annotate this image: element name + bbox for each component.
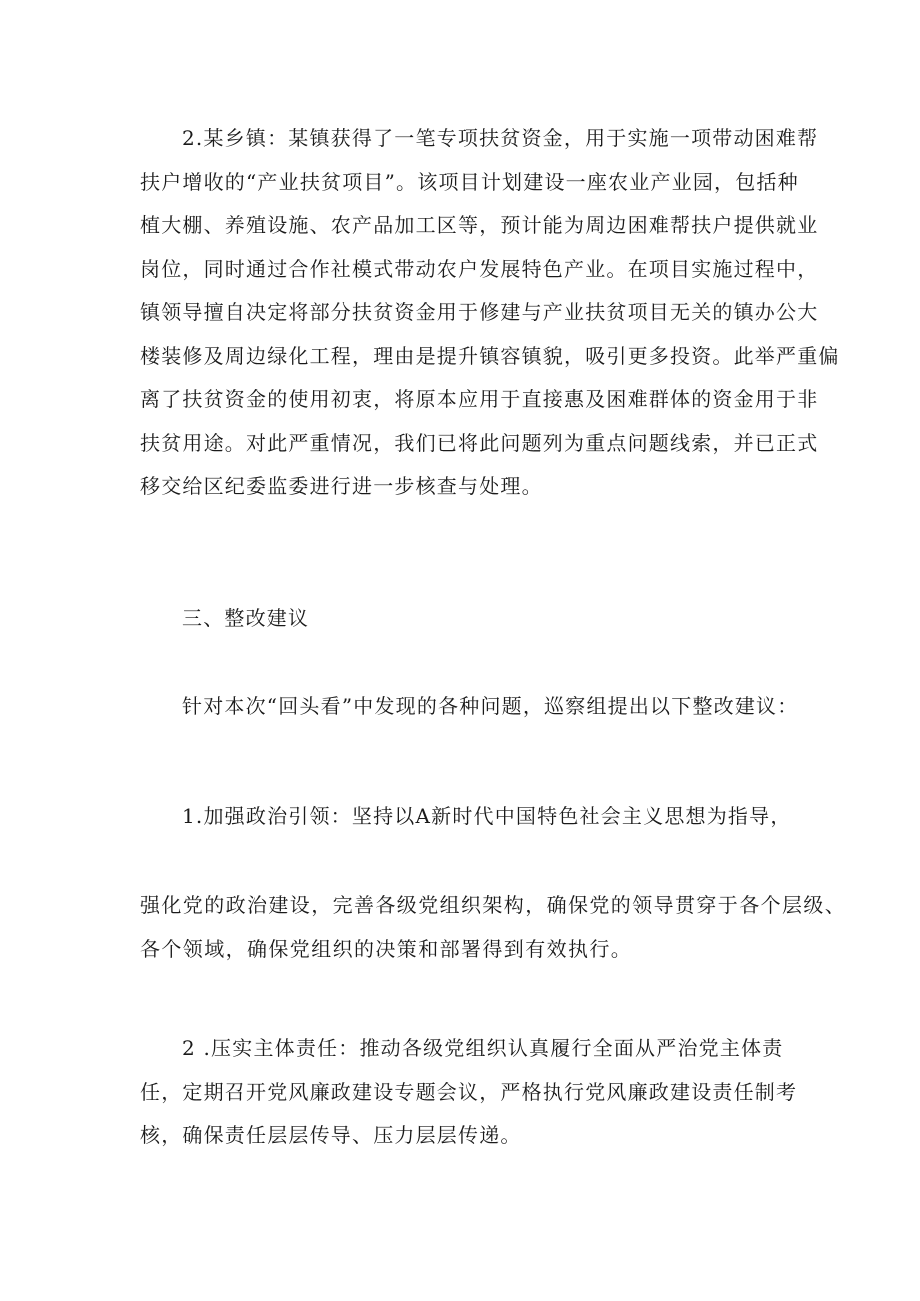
text-line: 楼装修及周边绿化工程，理由是提升镇容镇貌，吸引更多投资。此举严重偏 (140, 343, 840, 368)
text-line: 1.加强政治引领：坚持以A新时代中国特色社会主义思想为指导， (182, 804, 792, 828)
text-line: 扶贫用途。对此严重情况，我们已将此问题列为重点问题线索，并已正式 (140, 430, 819, 455)
item-2-paragraph (140, 1027, 800, 1158)
text-line: 岗位，同时通过合作社模式带动农户发展特色产业。在项目实施过程中， (140, 256, 819, 281)
text-line: 移交给区纪委监委进行进一步核查与处理。 (140, 474, 543, 498)
item-1-continuation (140, 884, 847, 971)
text-line: 2 .压实主体责任：推动各级党组织认真履行全面从严治党主体责 (182, 1036, 784, 1060)
text-line: 植大棚、养殖设施、农产品加工区等，预计能为周边困难帮扶户提供就业 (140, 213, 819, 237)
text-line: 核，确保责任层层传导、压力层层传递。 (140, 1123, 522, 1147)
section-heading-text: 三、整改建议 (182, 606, 310, 630)
text-line: 2.某乡镇：某镇获得了一笔专项扶贫资金，用于实施一项带动困难帮 (182, 126, 819, 150)
text-line: 任，定期召开党风廉政建设专题会议，严格执行党风廉政建设责任制考 (140, 1079, 798, 1104)
text-line: 强化党的政治建设，完善各级党组织架构，确保党的领导贯穿于各个层级、 (140, 893, 847, 917)
paragraph-case-2 (140, 117, 840, 509)
item-1-first-line (140, 795, 800, 839)
text-line: 扶户增收的“产业扶贫项目”。该项目计划建设一座农业产业园，包括种 (140, 169, 799, 194)
section-heading (140, 597, 800, 641)
intro-text: 针对本次“回头看”中发现的各种问题，巡察组提出以下整改建议： (182, 694, 799, 718)
text-line: 镇领导擅自决定将部分扶贫资金用于修建与产业扶贫项目无关的镇办公大 (140, 300, 819, 324)
text-line: 离了扶贫资金的使用初衷，将原本应用于直接惠及困难群体的资金用于非 (140, 387, 819, 411)
text-line: 各个领域，确保党组织的决策和部署得到有效执行。 (140, 936, 633, 961)
intro-paragraph (140, 685, 800, 729)
